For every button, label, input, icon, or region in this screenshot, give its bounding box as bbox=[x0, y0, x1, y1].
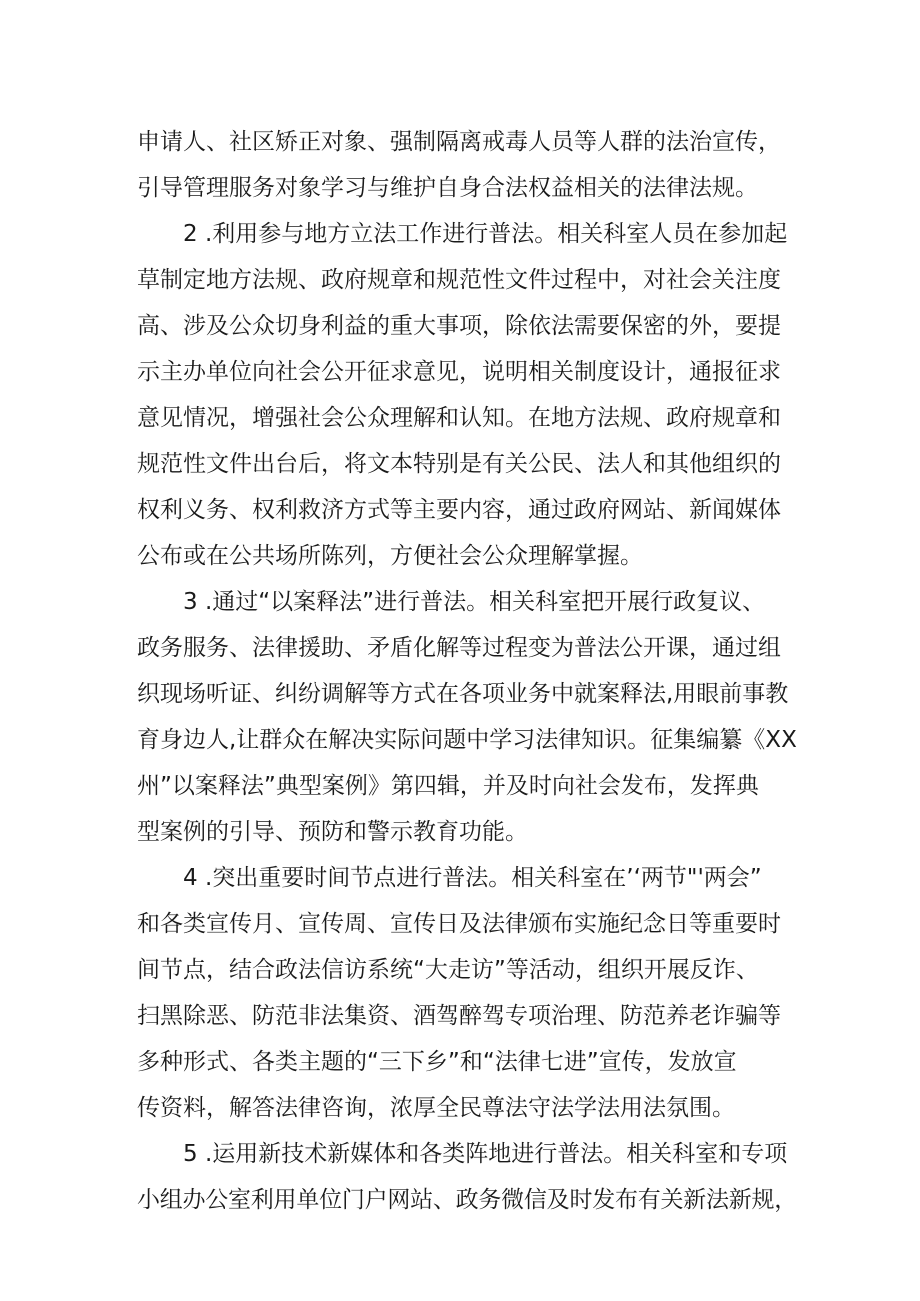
paragraph-first-line: 3 .通过“以案释法”进行普法。相关科室把开展行政复议、 bbox=[183, 589, 766, 615]
paragraph-line: 育身边人,让群众在解决实际问题中学习法律知识。征集编纂《XX bbox=[137, 727, 797, 753]
paragraph-line: 引导管理服务对象学习与维护自身合法权益相关的法律法规。 bbox=[137, 175, 758, 201]
paragraph-first-line: 4 .突出重要时间节点进行普法。相关科室在’‘两节"'两会” bbox=[183, 865, 762, 891]
paragraph-line: 政务服务、法律援助、矛盾化解等过程变为普法公开课，通过组 bbox=[137, 635, 781, 661]
paragraph-line: 意见情况，增强社会公众理解和认知。在地方法规、政府规章和 bbox=[137, 405, 781, 431]
document-body bbox=[137, 119, 797, 1223]
paragraph-line: 传资料，解答法律咨询，浓厚全民尊法守法学法用法氛围。 bbox=[137, 1095, 735, 1121]
paragraph-line: 扫黑除恶、防范非法集资、酒驾醉驾专项治理、防范养老诈骗等 bbox=[137, 1003, 781, 1029]
paragraph-line: 织现场听证、纠纷调解等方式在各项业务中就案释法,用眼前事教 bbox=[137, 681, 789, 707]
paragraph-line: 草制定地方法规、政府规章和规范性文件过程中，对社会关注度 bbox=[137, 267, 781, 293]
paragraph-line: 公布或在公共场所陈列，方便社会公众理解掌握。 bbox=[137, 543, 643, 569]
paragraph-line: 规范性文件出台后，将文本特别是有关公民、法人和其他组织的 bbox=[137, 451, 781, 477]
paragraph-line: 小组办公室利用单位门户网站、政务微信及时发布有关新法新规， bbox=[137, 1187, 797, 1213]
paragraph-line: 申请人、社区矫正对象、强制隔离戒毒人员等人群的法治宣传， bbox=[137, 129, 781, 155]
paragraph-first-line: 5 .运用新技术新媒体和各类阵地进行普法。相关科室和专项 bbox=[183, 1141, 788, 1167]
paragraph-line: 间节点，结合政法信访系统“大走访”等活动，组织开展反诈、 bbox=[137, 957, 759, 983]
paragraph-line: 州”以案释法”典型案例》第四辑，并及时向社会发布，发挥典 bbox=[137, 773, 759, 799]
paragraph-line: 型案例的引导、预防和警示教育功能。 bbox=[137, 819, 528, 845]
paragraph-line: 和各类宣传月、宣传周、宣传日及法律颁布实施纪念日等重要时 bbox=[137, 911, 781, 937]
paragraph-line: 示主办单位向社会公开征求意见，说明相关制度设计，通报征求 bbox=[137, 359, 781, 385]
paragraph-first-line: 2 .利用参与地方立法工作进行普法。相关科室人员在参加起 bbox=[183, 221, 788, 247]
paragraph-line: 多种形式、各类主题的“三下乡”和“法律七进”宣传，发放宣 bbox=[137, 1049, 737, 1075]
paragraph-line: 高、涉及公众切身利益的重大事项，除依法需要保密的外，要提 bbox=[137, 313, 781, 339]
paragraph-line: 权利义务、权利救济方式等主要内容，通过政府网站、新闻媒体 bbox=[137, 497, 781, 523]
